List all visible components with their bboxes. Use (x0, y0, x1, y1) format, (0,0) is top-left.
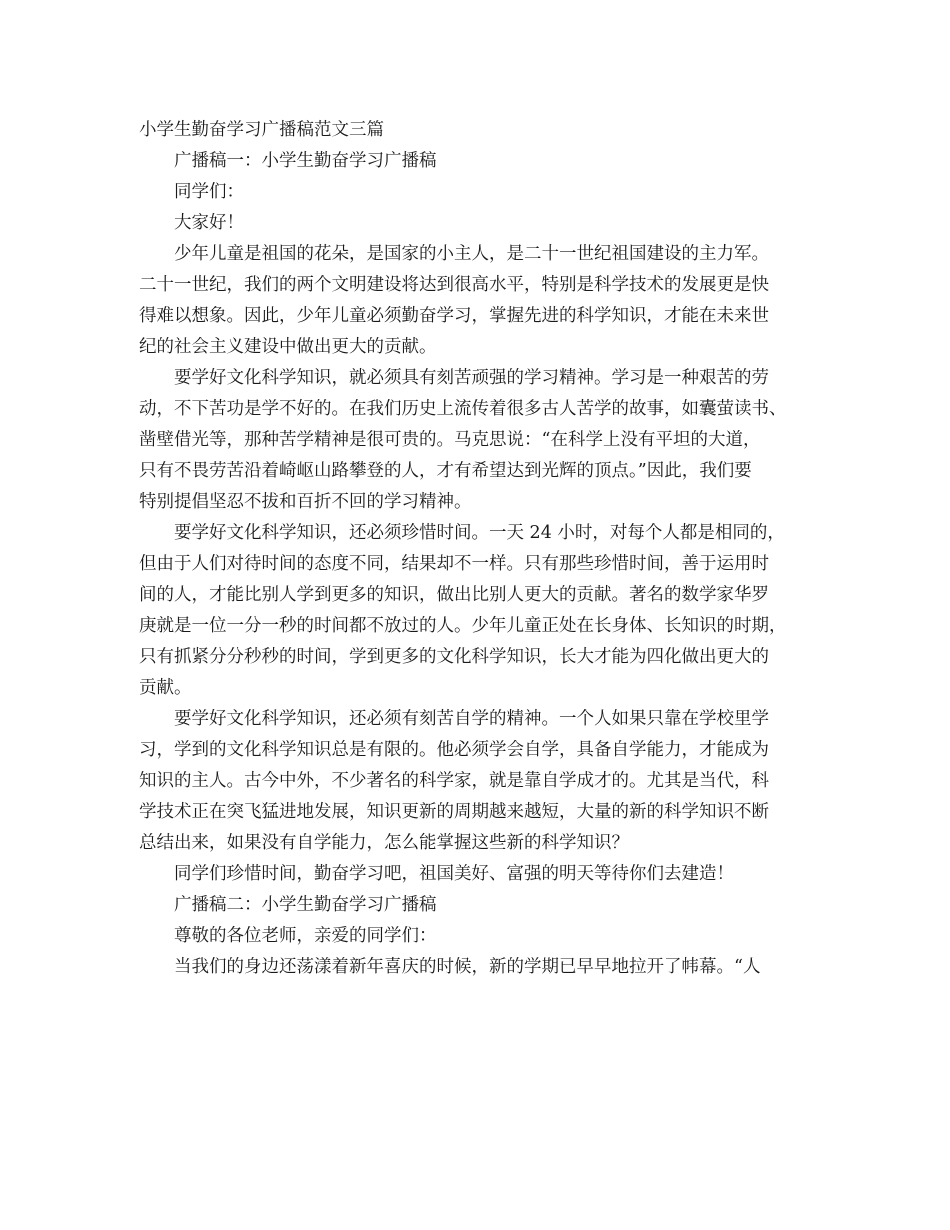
text-line: 学技术正在突飞猛进地发展，知识更新的周期越来越短，大量的新的科学知识不断 (139, 802, 769, 822)
paragraph-body (139, 704, 819, 859)
text-line: 贡献。 (139, 678, 192, 698)
paragraph-heading-1 (139, 146, 819, 177)
text-line: 纪的社会主义建设中做出更大的贡献。 (139, 337, 437, 357)
text-line: 广播稿一：小学生勤奋学习广播稿 (174, 151, 437, 171)
paragraph-greeting (139, 208, 819, 239)
text-line: 少年儿童是祖国的花朵，是国家的小主人，是二十一世纪祖国建设的主力军。 (174, 244, 769, 264)
text-line: 同学们珍惜时间，勤奋学习吧，祖国美好、富强的明天等待你们去建造！ (174, 864, 734, 884)
paragraph-body (139, 518, 819, 704)
paragraph-closing (139, 859, 819, 890)
text-line: 只有不畏劳苦沿着崎岖山路攀登的人，才有希望达到光辉的顶点。”因此，我们要 (139, 461, 752, 481)
paragraph-body (139, 363, 819, 518)
text-line: 得难以想象。因此，少年儿童必须勤奋学习，掌握先进的科学知识，才能在未来世 (139, 306, 769, 326)
paragraph-body (139, 952, 819, 983)
text-line: 同学们： (174, 182, 244, 202)
text-line: 二十一世纪，我们的两个文明建设将达到很高水平，特别是科学技术的发展更是快 (139, 275, 769, 295)
text-line: 只有抓紧分分秒秒的时间，学到更多的文化科学知识，长大才能为四化做出更大的 (139, 647, 769, 667)
text-line: 庚就是一位一分一秒的时间都不放过的人。少年儿童正处在长身体、长知识的时期， (139, 616, 787, 636)
text-line: 大家好！ (174, 213, 244, 233)
text-line: 广播稿二：小学生勤奋学习广播稿 (174, 895, 437, 915)
document-title: 小学生勤奋学习广播稿范文三篇 (139, 120, 384, 140)
text-line: 总结出来，如果没有自学能力，怎么能掌握这些新的科学知识？ (139, 833, 629, 853)
text-line: 但由于人们对待时间的态度不同，结果却不一样。只有那些珍惜时间，善于运用时 (139, 554, 769, 574)
document-body (139, 115, 819, 983)
text-line: 习，学到的文化科学知识总是有限的。他必须学会自学，具备自学能力，才能成为 (139, 740, 769, 760)
paragraph-salutation (139, 921, 819, 952)
text-line: 尊敬的各位老师，亲爱的同学们： (174, 926, 437, 946)
text-line: 当我们的身边还荡漾着新年喜庆的时候，新的学期已早早地拉开了帏幕。“人 (174, 957, 761, 977)
text-line: 间的人，才能比别人学到更多的知识，做出比别人更大的贡献。著名的数学家华罗 (139, 585, 769, 605)
paragraph-heading-2 (139, 890, 819, 921)
text-line: 要学好文化科学知识，还必须珍惜时间。一天 24 小时，对每个人都是相同的， (174, 523, 785, 543)
text-line: 要学好文化科学知识，就必须具有刻苦顽强的学习精神。学习是一种艰苦的劳 (174, 368, 769, 388)
paragraph-salutation (139, 177, 819, 208)
text-line: 特别提倡坚忍不拔和百折不回的学习精神。 (139, 492, 472, 512)
text-line: 知识的主人。古今中外，不少著名的科学家，就是靠自学成才的。尤其是当代，科 (139, 771, 769, 791)
paragraph-body (139, 239, 819, 363)
text-line: 凿壁借光等，那种苦学精神是很可贵的。马克思说：“在科学上没有平坦的大道， (139, 430, 761, 450)
text-line: 动，不下苦功是学不好的。在我们历史上流传着很多古人苦学的故事，如囊萤读书、 (139, 399, 787, 419)
text-line: 要学好文化科学知识，还必须有刻苦自学的精神。一个人如果只靠在学校里学 (174, 709, 769, 729)
